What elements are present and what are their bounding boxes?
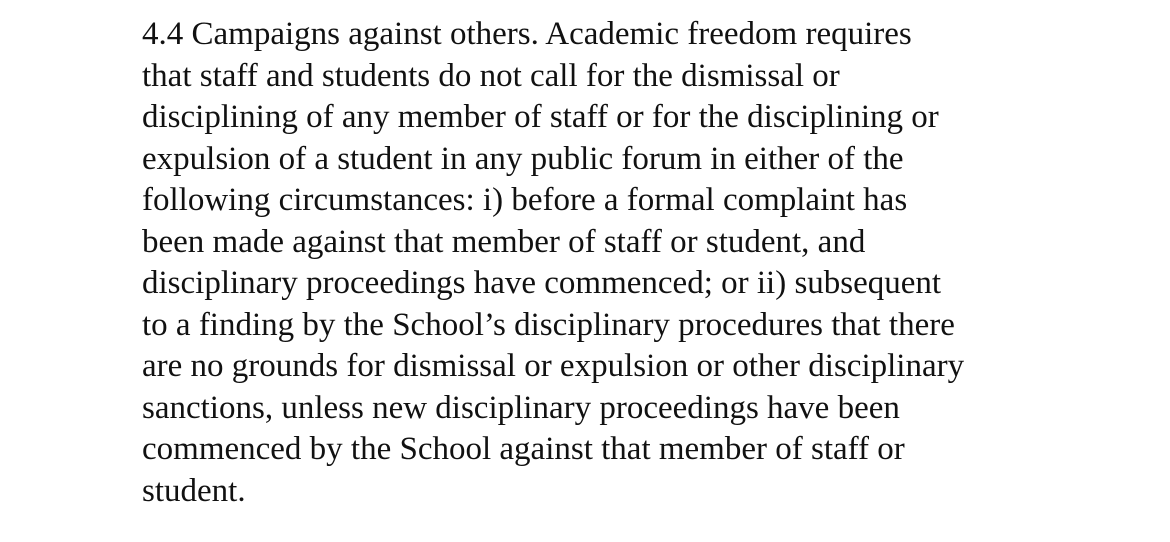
paragraph-line: that staff and students do not call for the dismissal or: [142, 57, 840, 94]
paragraph-line: 4.4 Campaigns against others. Academic freedom requires: [142, 16, 912, 52]
document-paragraph: [142, 14, 1152, 512]
paragraph-line: expulsion of a student in any public forum in either of the: [142, 140, 904, 177]
paragraph-line: to a finding by the School’s disciplinary procedures that there: [142, 306, 955, 343]
paragraph-line: are no grounds for dismissal or expulsion or other disciplinary: [142, 348, 965, 384]
paragraph-line: been made against that member of staff or student, and: [142, 223, 866, 260]
paragraph-line: disciplinary proceedings have commenced; or ii) subsequent: [142, 265, 942, 301]
paragraph-line: sanctions, unless new disciplinary proceedings have been: [142, 389, 900, 426]
paragraph-line: following circumstances: i) before a formal complaint has: [142, 182, 908, 218]
paragraph-line: commenced by the School against that member of staff or: [142, 431, 905, 467]
paragraph-line: student.: [142, 472, 246, 509]
paragraph-line: disciplining of any member of staff or for the disciplining or: [142, 99, 939, 135]
